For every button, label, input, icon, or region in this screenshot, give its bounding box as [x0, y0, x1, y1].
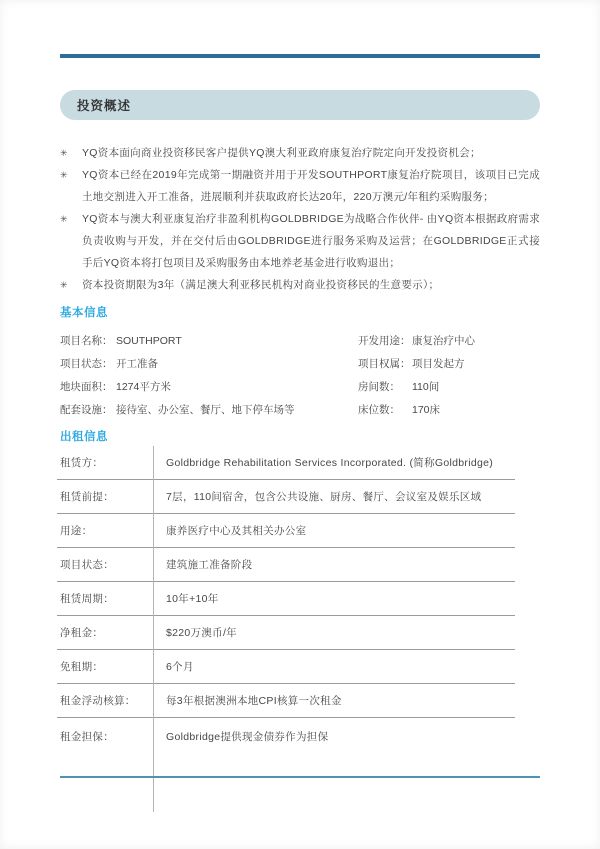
- table-row-label: 用途：: [60, 525, 93, 537]
- info-field: [358, 330, 540, 353]
- section-banner-overview: [60, 90, 540, 120]
- table-row-value: 每3年根据澳洲本地CPI核算一次租金: [166, 695, 342, 707]
- table-row-value: Goldbridge Rehabilitation Services Incorporated. (简称Goldbridge): [166, 457, 494, 469]
- table-row: [57, 616, 515, 650]
- info-field: [358, 376, 540, 399]
- rental-info-table: [57, 446, 515, 783]
- info-field-value: 110间: [412, 381, 440, 393]
- table-row-label: 租赁方：: [60, 457, 104, 469]
- basic-info-grid: [60, 330, 540, 422]
- table-row-value: $220万澳币/年: [166, 627, 237, 639]
- info-field-value: 接待室、办公室、餐厅、地下停车场等: [116, 404, 295, 416]
- rental-info-title: 出租信息: [60, 431, 108, 443]
- table-row-value: 10年+10年: [166, 593, 219, 605]
- basic-info-title: 基本信息: [60, 307, 108, 319]
- overview-title: 投资概述: [77, 99, 132, 113]
- info-field-label: 房间数：: [358, 381, 400, 393]
- info-field: [358, 353, 540, 376]
- table-row-label: 租金浮动核算：: [60, 695, 136, 707]
- table-row-label: 租赁前提：: [60, 491, 114, 503]
- table-row: [57, 684, 515, 718]
- info-field-value: 项目发起方: [412, 358, 465, 370]
- basic-info-right-column: [358, 330, 540, 422]
- table-row: [57, 514, 515, 548]
- info-field-label: 配套设施：: [60, 404, 113, 416]
- info-field-value: 开工准备: [116, 358, 158, 370]
- overview-bullet-item: [60, 142, 540, 164]
- info-field: [60, 399, 358, 422]
- overview-bullet-item: [60, 274, 540, 296]
- info-field-value: 170床: [412, 404, 441, 416]
- bottom-rule: [60, 776, 540, 778]
- table-row: [57, 480, 515, 514]
- table-row-value: 建筑施工准备阶段: [166, 559, 253, 571]
- bullet-text: YQ资本面向商业投资移民客户提供YQ澳大利亚政府康复治疗院定向开发投资机会；: [82, 147, 481, 159]
- table-row-value: 7层，110间宿舍，包含公共设施、厨房、餐厅、会议室及娱乐区域: [166, 491, 482, 503]
- bullet-text: YQ资本与澳大利亚康复治疗非盈利机构GOLDBRIDGE为战略合作伙伴- 由YQ资本根据政府需求负责收购与开发，并在交付后由GOLDBRIDGE进行服务采购及运营；在GOLDBRIDGE正式接手后YQ资本将打包项目及采购服务由本地养老基金进行收购退出；: [82, 213, 540, 269]
- asterisk-bullet-icon: ✳: [60, 170, 68, 180]
- table-row-label: 租金担保：: [60, 731, 114, 743]
- overview-bullet-item: [60, 208, 540, 274]
- table-row-value: 6个月: [166, 661, 194, 673]
- top-rule: [60, 54, 540, 58]
- info-field-value: 1274平方米: [116, 381, 171, 393]
- table-row: [57, 718, 515, 783]
- info-field-label: 地块面积：: [60, 381, 113, 393]
- bullet-text: YQ资本已经在2019年完成第一期融资并用于开发SOUTHPORT康复治疗院项目，该项目已完成土地交割进入开工准备，进展顺利并获取政府长达20年，220万澳元/年租约采购服务；: [82, 169, 540, 203]
- table-row-label: 租赁周期：: [60, 593, 114, 605]
- table-vertical-rule: [153, 446, 154, 812]
- overview-bullet-list: [60, 142, 540, 296]
- info-field-label: 项目状态：: [60, 358, 113, 370]
- info-field: [60, 330, 358, 353]
- table-row-value: Goldbridge提供现金债券作为担保: [166, 731, 329, 743]
- table-row: [57, 650, 515, 684]
- asterisk-bullet-icon: ✳: [60, 280, 68, 290]
- info-field-label: 项目权属：: [358, 358, 411, 370]
- table-row-label: 项目状态：: [60, 559, 114, 571]
- bullet-text: 资本投资期限为3年（满足澳大利亚移民机构对商业投资移民的生意要示）；: [82, 279, 440, 291]
- overview-bullet-item: [60, 164, 540, 208]
- info-field-value: SOUTHPORT: [116, 335, 182, 347]
- table-row: [57, 548, 515, 582]
- table-row-label: 净租金：: [60, 627, 104, 639]
- info-field-label: 项目名称：: [60, 335, 113, 347]
- table-row-label: 免租期：: [60, 661, 104, 673]
- info-field: [60, 353, 358, 376]
- table-row-value: 康养医疗中心及其相关办公室: [166, 525, 307, 537]
- info-field-value: 康复治疗中心: [412, 335, 475, 347]
- asterisk-bullet-icon: ✳: [60, 214, 68, 224]
- info-field-label: 开发用途：: [358, 335, 411, 347]
- asterisk-bullet-icon: ✳: [60, 148, 68, 158]
- table-row: [57, 582, 515, 616]
- info-field: [60, 376, 358, 399]
- info-field: [358, 399, 540, 422]
- info-field-label: 床位数：: [358, 404, 400, 416]
- table-row: [57, 446, 515, 480]
- basic-info-left-column: [60, 330, 358, 422]
